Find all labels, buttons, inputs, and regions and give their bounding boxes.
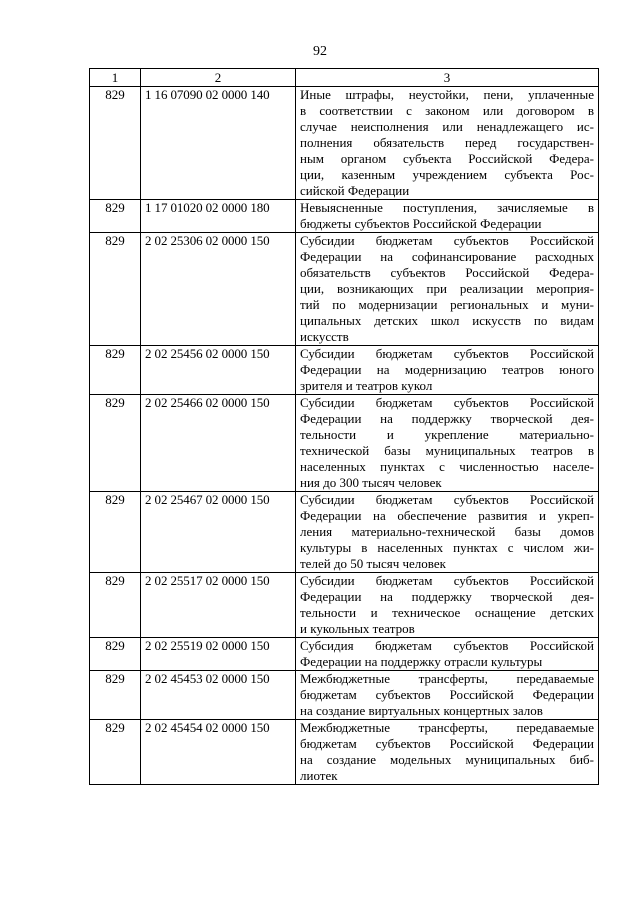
description-line: тельности и техническое оснащение детских: [300, 605, 594, 620]
description-line: Субсидия бюджетам субъектов Российской: [300, 638, 594, 653]
description-line: населенных пунктах с численностью населе-: [300, 459, 594, 474]
admin-code-cell: 829: [90, 671, 141, 720]
description-line: ципальных детских школ искусств по видам: [300, 313, 594, 328]
description-line: Федерации на поддержку творческой дея-: [300, 411, 594, 426]
description-line: Субсидии бюджетам субъектов Российской: [300, 573, 594, 588]
table-row: [90, 233, 599, 346]
admin-code-cell: 829: [90, 395, 141, 492]
description-line: Субсидии бюджетам субъектов Российской: [300, 492, 594, 507]
revenue-code-cell: 1 17 01020 02 0000 180: [141, 200, 296, 233]
description-line: зрителя и театров кукол: [300, 378, 433, 393]
table-row: [90, 87, 599, 200]
description-line: Невыясненные поступления, зачисляемые в: [300, 200, 594, 215]
table-row: [90, 671, 599, 720]
description-line: бюджетам субъектов Российской Федерации: [300, 736, 594, 751]
description-line: ления материально-технической базы домов: [300, 524, 594, 539]
admin-code-cell: 829: [90, 233, 141, 346]
description-line: обязательств субъектов Российской Федера-: [300, 265, 594, 280]
admin-code-cell: 829: [90, 720, 141, 785]
admin-code-cell: 829: [90, 87, 141, 200]
table-row: [90, 720, 599, 785]
revenue-code-cell: 2 02 25519 02 0000 150: [141, 638, 296, 671]
revenue-code-cell: 2 02 45453 02 0000 150: [141, 671, 296, 720]
table-row: [90, 200, 599, 233]
admin-code-cell: 829: [90, 638, 141, 671]
column-header-1: 1: [90, 69, 141, 87]
column-header-2: 2: [141, 69, 296, 87]
revenue-code-cell: 2 02 25467 02 0000 150: [141, 492, 296, 573]
description-line: бюджеты субъектов Российской Федерации: [300, 216, 542, 231]
description-line: ным органом субъекта Российской Федера-: [300, 151, 594, 166]
table-row: [90, 492, 599, 573]
description-line: тельности и укрепление материально-: [300, 427, 594, 442]
description-line: в соответствии с законом или договором в: [300, 103, 594, 118]
description-cell: [296, 233, 599, 346]
revenue-code-cell: 1 16 07090 02 0000 140: [141, 87, 296, 200]
description-line: и кукольных театров: [300, 621, 415, 636]
description-line: искусств: [300, 329, 349, 344]
description-cell: [296, 346, 599, 395]
table-header-row: [90, 69, 599, 87]
description-line: полнения обязательств перед государствен-: [300, 135, 594, 150]
revenue-code-cell: 2 02 25466 02 0000 150: [141, 395, 296, 492]
column-header-3: 3: [296, 69, 599, 87]
description-line: Федерации на софинансирование расходных: [300, 249, 594, 264]
description-line: тий по модернизации региональных и муни-: [300, 297, 594, 312]
description-line: ния до 300 тысяч человек: [300, 475, 442, 490]
description-line: Федерации на модернизацию театров юного: [300, 362, 594, 377]
description-line: Иные штрафы, неустойки, пени, уплаченные: [300, 87, 594, 102]
description-line: случае неисполнения или ненадлежащего ис-: [300, 119, 594, 134]
revenue-code-cell: 2 02 25517 02 0000 150: [141, 573, 296, 638]
admin-code-cell: 829: [90, 492, 141, 573]
admin-code-cell: 829: [90, 200, 141, 233]
description-line: сийской Федерации: [300, 183, 410, 198]
table-row: [90, 573, 599, 638]
description-cell: [296, 87, 599, 200]
admin-code-cell: 829: [90, 346, 141, 395]
description-line: Федерации на обеспечение развития и укреп-: [300, 508, 594, 523]
description-line: культуры в населенных пунктах с числом жи-: [300, 540, 594, 555]
description-line: Межбюджетные трансферты, передаваемые: [300, 720, 594, 735]
description-cell: [296, 395, 599, 492]
revenue-code-cell: 2 02 45454 02 0000 150: [141, 720, 296, 785]
description-line: Субсидии бюджетам субъектов Российской: [300, 395, 594, 410]
revenue-code-cell: 2 02 25456 02 0000 150: [141, 346, 296, 395]
table-row: [90, 638, 599, 671]
description-line: Субсидии бюджетам субъектов Российской: [300, 346, 594, 361]
admin-code-cell: 829: [90, 573, 141, 638]
description-cell: [296, 492, 599, 573]
description-line: Межбюджетные трансферты, передаваемые: [300, 671, 594, 686]
description-line: лиотек: [300, 768, 338, 783]
description-line: технической базы муниципальных театров в: [300, 443, 594, 458]
description-cell: [296, 573, 599, 638]
description-cell: [296, 671, 599, 720]
description-line: Субсидии бюджетам субъектов Российской: [300, 233, 594, 248]
revenue-codes-table: [89, 68, 599, 785]
description-line: Федерации на поддержку отрасли культуры: [300, 654, 543, 669]
page-number: 92: [313, 44, 327, 59]
description-cell: [296, 720, 599, 785]
description-line: ции, казенным учреждением субъекта Рос-: [300, 167, 594, 182]
description-line: на создание модельных муниципальных биб-: [300, 752, 594, 767]
description-line: телей до 50 тысяч человек: [300, 556, 446, 571]
description-line: бюджетам субъектов Российской Федерации: [300, 687, 594, 702]
table-row: [90, 395, 599, 492]
description-cell: [296, 200, 599, 233]
description-line: Федерации на поддержку творческой дея-: [300, 589, 594, 604]
description-cell: [296, 638, 599, 671]
description-line: на создание виртуальных концертных залов: [300, 703, 543, 718]
revenue-code-cell: 2 02 25306 02 0000 150: [141, 233, 296, 346]
description-line: ции, возникающих при реализации мероприя-: [300, 281, 594, 296]
table-row: [90, 346, 599, 395]
